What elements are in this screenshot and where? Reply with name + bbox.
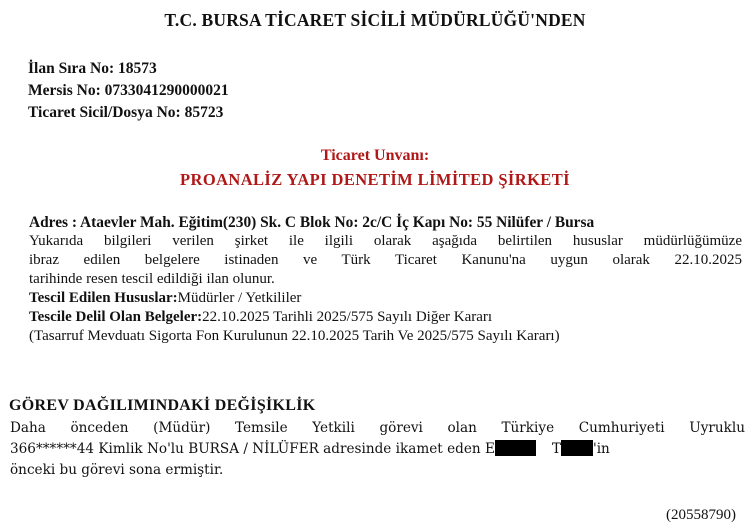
tescil-label: Tescil Edilen Hususlar: [29,290,178,306]
delil-detail: (Tasarruf Mevduatı Sigorta Fon Kurulunun 22.10.2025 Tarih Ve 2025/575 Sayılı Kararı) [29,328,560,344]
delil-label: Tescile Delil Olan Belgeler: [29,309,203,325]
notice-line-3: tarihinde resen tescil edildiği ilan olunur. [29,271,275,287]
gorev-line-3: önceki bu görevi sona ermiştir. [10,462,224,478]
ilan-sira-no: İlan Sıra No: 18573 [28,60,157,77]
notice-line-1: Yukarıda bilgileri verilen şirket ile ilgili olarak aşağıda belirtilen hususlar müdürlüğümüze [29,233,742,249]
redaction-block [561,440,593,456]
gorev-line-1: Daha önceden (Müdür) Temsile Yetkili görevi olan Türkiye Cumhuriyeti Uyruklu [10,420,745,436]
tescil-row [29,289,742,308]
mersis-no: Mersis No: 0733041290000021 [28,82,229,99]
page-title: T.C. BURSA TİCARET SİCİLİ MÜDÜRLÜĞÜ'NDEN [164,10,586,30]
company-label: Ticaret Unvanı: [320,147,430,164]
reference-number: (20558790) [666,507,736,523]
gorev-line-2-c: 'in [592,441,610,457]
ticaret-sicil-no: Ticaret Sicil/Dosya No: 85723 [28,104,224,121]
address: Adres : Ataevler Mah. Eğitim(230) Sk. C Blok No: 2c/C İç Kapı No: 55 Nilüfer / Bursa [29,214,595,231]
redaction-block [495,440,536,456]
notice-line-2: ibraz edilen belgelere istinaden ve Türk Ticaret Kanunu'na uygun olarak 22.10.2025 [29,252,742,268]
gorev-line-2-a: 366******44 Kimlik No'lu BURSA / NİLÜFER adresinde ikamet eden E [10,441,495,457]
company-name: PROANALİZ YAPI DENETİM LİMİTED ŞİRKETİ [180,170,570,189]
gorev-line-2 [10,439,745,459]
gorev-line-2-b: T [551,441,561,457]
gorev-heading: GÖREV DAĞILIMINDAKİ DEĞİŞİKLİK [9,397,316,414]
delil-value: 22.10.2025 Tarihli 2025/575 Sayılı Diğer Kararı [202,309,493,325]
tescil-value: Müdürler / Yetkililer [177,290,302,306]
delil-row [29,308,742,327]
